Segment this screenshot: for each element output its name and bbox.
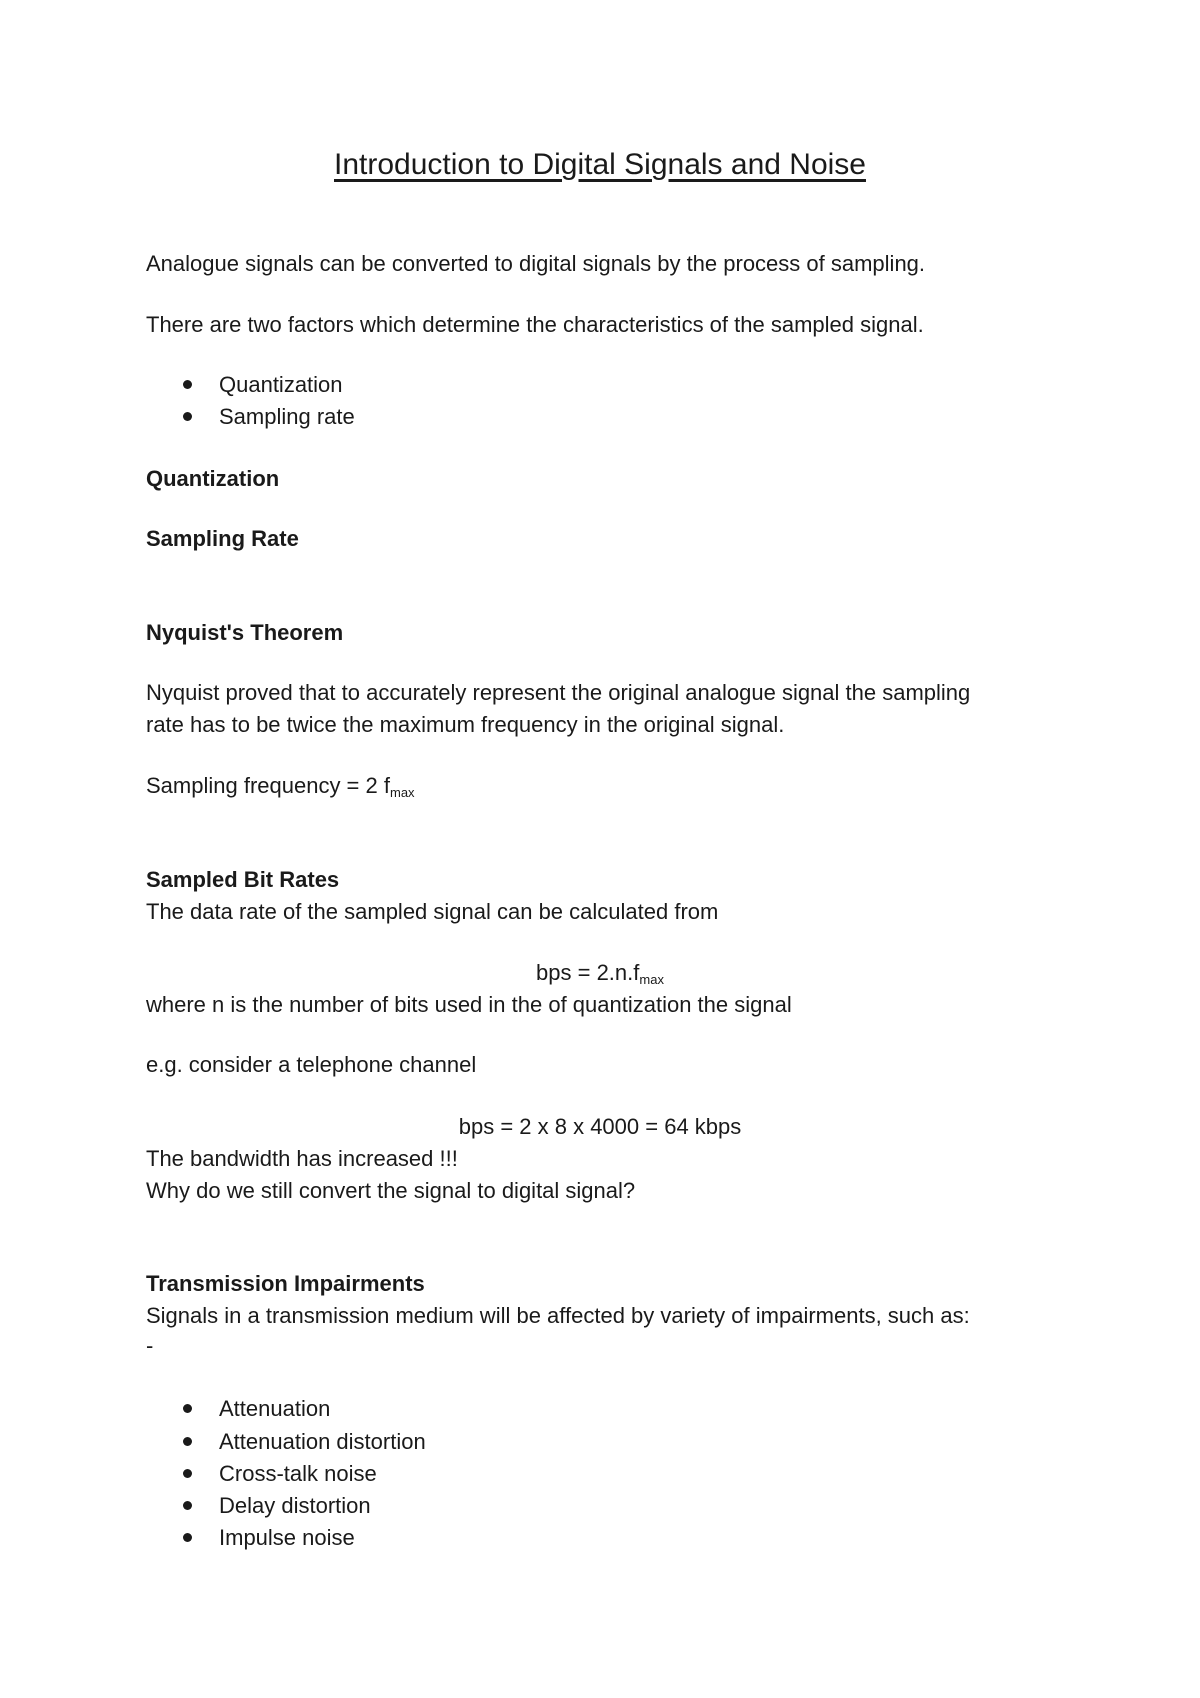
body-text: The data rate of the sampled signal can be calculated from bbox=[146, 899, 719, 924]
section-heading: Transmission Impairments bbox=[146, 1271, 425, 1296]
bullet-icon bbox=[183, 380, 192, 389]
bullet-icon bbox=[183, 1501, 192, 1510]
body-text: Why do we still convert the signal to digital signal? bbox=[146, 1178, 636, 1203]
formula: Sampling frequency = 2 $f_{max}$ bbox=[146, 773, 415, 800]
section-heading: Quantization bbox=[146, 466, 280, 491]
bullet-icon bbox=[183, 1469, 192, 1478]
section-heading: Sampled Bit Rates bbox=[146, 867, 340, 892]
body-text: rate has to be twice the maximum frequency in the original signal. bbox=[146, 712, 785, 737]
formula: bps = 2 x 8 x 4000 = 64 kbps bbox=[458, 1114, 742, 1139]
bullet-icon bbox=[183, 1533, 192, 1542]
page-title: Introduction to Digital Signals and Noise bbox=[334, 148, 866, 181]
intro-paragraph: Analogue signals can be converted to digital signals by the process of sampling. bbox=[146, 251, 926, 276]
body-text: where n is the number of bits used in the of quantization the signal bbox=[146, 992, 792, 1017]
section-heading: Sampling Rate bbox=[146, 526, 299, 551]
intro-paragraph: There are two factors which determine the characteristics of the sampled signal. bbox=[146, 312, 924, 337]
bullet-icon bbox=[183, 412, 192, 421]
document-page: Introduction to Digital Signals and Noise Analogue signals can be converted to digital signals by the process of sampling. There are two factors which determine the characteristics of the sampled signal. Quantization Sampling rate Quantization Sampling Rate Nyquist's Theorem Nyquist proved that to accurately represent the original analogue signal the sampling rate has to be twice the maximum frequency in the original signal. Sampling frequency = 2 $f_{max}$ Sampled Bit Rates The data rate of the sampled signal can be calculated from bps = $2.n.f_{max}$ where n is the number of bits used in the of quantization the signal e.g. consider a telephone channel bps = 2 x 8 x 4000 = 64 kbps The bandwidth has increased !!! Why do we still convert the signal to digital signal? Transmission Impairments Signals in a transmission medium will be affected by variety of impairments, such as: - Attenuation Attenuation distortion Cross-talk noise Delay distortion Impulse noise bbox=[0, 0, 1200, 1698]
body-text: Signals in a transmission medium will be affected by variety of impairments, such as: bbox=[146, 1303, 970, 1328]
body-text: Nyquist proved that to accurately represent the original analogue signal the sampling bbox=[146, 680, 971, 705]
bullet-icon bbox=[183, 1437, 192, 1446]
bullet-icon bbox=[183, 1404, 192, 1413]
section-heading: Nyquist's Theorem bbox=[146, 620, 344, 645]
body-text: e.g. consider a telephone channel bbox=[146, 1052, 477, 1077]
body-text: The bandwidth has increased !!! bbox=[146, 1146, 458, 1171]
formula: bps = $2.n.f_{max}$ bbox=[536, 960, 664, 987]
dash: - bbox=[146, 1333, 154, 1358]
